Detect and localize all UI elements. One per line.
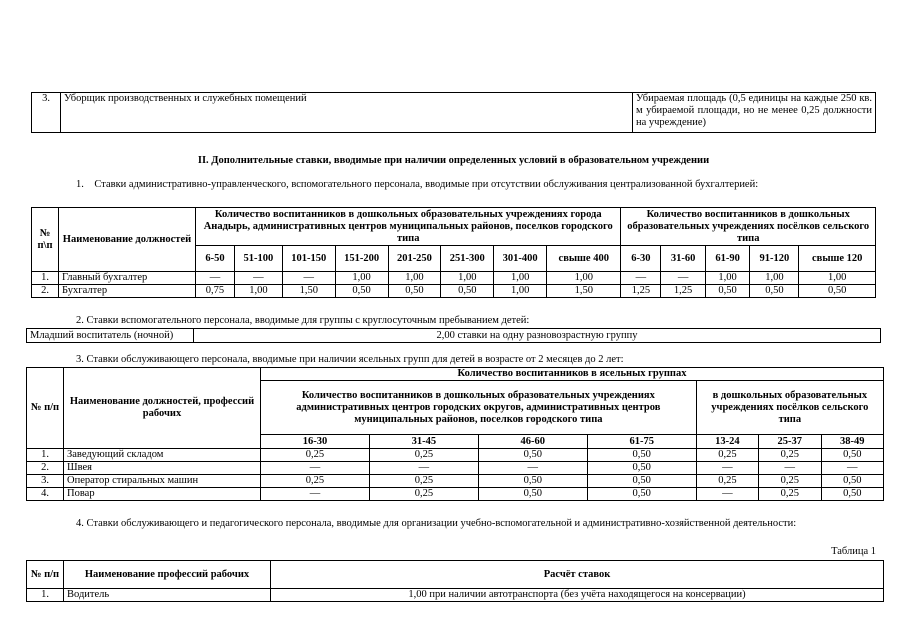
rate-value: 0,25	[261, 449, 370, 462]
rate-value: 0,25	[369, 475, 478, 488]
paragraph-3: 3. Ставки обслуживающего персонала, вводимые при наличии ясельных групп для детей в возрасте от 2 месяцев до 2 лет:	[76, 354, 624, 365]
rate-value: —	[261, 488, 370, 501]
rate-value: —	[661, 272, 706, 285]
rate-value: 0,50	[335, 285, 388, 298]
col-header-range: 101-150	[282, 246, 335, 272]
row-number: 2.	[32, 285, 59, 298]
rate-value: 0,75	[196, 285, 235, 298]
position-name: Уборщик производственных и служебных помещений	[61, 93, 633, 133]
rate-value: 0,50	[478, 475, 587, 488]
rate-value: 1,00	[547, 272, 621, 285]
position-name: Заведующий складом	[64, 449, 261, 462]
rate-value: 0,50	[705, 285, 750, 298]
rate-value: 1,00	[335, 272, 388, 285]
table-row	[27, 462, 884, 475]
col-header-range: 51-100	[234, 246, 282, 272]
col-header-range: 251-300	[441, 246, 494, 272]
rate-value: —	[478, 462, 587, 475]
rate-value: 0,50	[441, 285, 494, 298]
rate-value: —	[234, 272, 282, 285]
rate-value: 0,50	[799, 285, 876, 298]
rate-value: —	[759, 462, 821, 475]
table-row	[27, 488, 884, 501]
rate-value: 1,00	[750, 272, 799, 285]
col-header-num: № п/п	[27, 368, 64, 449]
rate-value: —	[696, 462, 758, 475]
rate-value: 1,00	[494, 285, 547, 298]
paragraph-1-text: Ставки административно-управленческого, вспомогательного персонала, вводимые при отсутствии обслуживания централизованной бухгалтерией:	[94, 179, 759, 190]
position-name: Младший воспитатель (ночной)	[27, 329, 194, 343]
col-header-range: свыше 120	[799, 246, 876, 272]
row-number: 1.	[32, 272, 59, 285]
rate-value: 1,50	[547, 285, 621, 298]
col-header-range: 31-60	[661, 246, 706, 272]
col-header-range: 61-90	[705, 246, 750, 272]
rate-value: 1,00	[799, 272, 876, 285]
col-header-range: 91-120	[750, 246, 799, 272]
rate-value: 1,25	[661, 285, 706, 298]
table-row	[27, 449, 884, 462]
row-number: 2.	[27, 462, 64, 475]
col-header-range: 31-45	[369, 435, 478, 449]
rate-value: 0,50	[388, 285, 441, 298]
section-title: II. Дополнительные ставки, вводимые при наличии определенных условий в образовательном учреждении	[197, 155, 710, 166]
col-header-range: 6-50	[196, 246, 235, 272]
row-number: 1.	[27, 449, 64, 462]
table-row	[27, 475, 884, 488]
rate-value: 0,25	[759, 475, 821, 488]
col-header-name: Наименование профессий рабочих	[64, 561, 271, 589]
rate-value: —	[196, 272, 235, 285]
rate-value: 0,50	[821, 449, 884, 462]
row-number: 3.	[32, 93, 61, 133]
position-name: Главный бухгалтер	[59, 272, 196, 285]
col-header-group-urban: Количество воспитанников в дошкольных образовательных учреждениях города Анадырь, административных центров муниципальных районов, поселков городского типа	[196, 208, 621, 246]
table-row	[32, 272, 876, 285]
rate-value: 1,00	[441, 272, 494, 285]
rate-value: 0,50	[587, 462, 696, 475]
col-header-range: 38-49	[821, 435, 884, 449]
position-name: Повар	[64, 488, 261, 501]
col-header-top: Количество воспитанников в ясельных группах	[261, 368, 884, 381]
col-header-range: 61-75	[587, 435, 696, 449]
col-header-range: 301-400	[494, 246, 547, 272]
position-name: Швея	[64, 462, 261, 475]
col-header-range: 151-200	[335, 246, 388, 272]
rate-value: 0,50	[478, 449, 587, 462]
accounting-rates-table	[31, 207, 876, 298]
col-header-range: 46-60	[478, 435, 587, 449]
paragraph-2: 2. Ставки вспомогательного персонала, вводимые для группы с круглосуточным пребыванием детей:	[76, 315, 530, 326]
rate-value: 1,25	[621, 285, 661, 298]
table-header-row	[32, 208, 876, 246]
rate-note: Убираемая площадь (0,5 единицы на каждые 250 кв. м убираемой площади, но не менее 0,25 должности на учреждение)	[633, 93, 876, 133]
table-header-row	[27, 368, 884, 381]
col-header-range: 13-24	[696, 435, 758, 449]
rate-value: 1,00	[234, 285, 282, 298]
rate-value: —	[282, 272, 335, 285]
rate-calculation: 1,00 при наличии автотранспорта (без учёта находящегося на консервации)	[271, 589, 884, 602]
rate-value: 0,50	[587, 488, 696, 501]
rate-value: 1,50	[282, 285, 335, 298]
col-header-range: 6-30	[621, 246, 661, 272]
table-header-row	[27, 561, 884, 589]
rate-value: 0,25	[261, 475, 370, 488]
row-number: 1.	[27, 589, 64, 602]
rate-value: 2,00 ставки на одну разновозрастную группу	[194, 329, 881, 343]
col-header-group-rural: в дошкольных образовательных учреждениях посёлков сельского типа	[696, 381, 883, 435]
rate-value: 0,50	[821, 488, 884, 501]
row-number: 3.	[27, 475, 64, 488]
col-header-name: Наименование должностей	[59, 208, 196, 272]
position-name: Оператор стиральных машин	[64, 475, 261, 488]
rate-value: —	[821, 462, 884, 475]
rate-value: 0,25	[369, 488, 478, 501]
rate-value: —	[621, 272, 661, 285]
workers-rates-table	[26, 560, 884, 602]
col-header-calc: Расчёт ставок	[271, 561, 884, 589]
table-row	[27, 589, 884, 602]
rate-value: 1,00	[705, 272, 750, 285]
rate-value: 0,25	[759, 488, 821, 501]
rate-value: 0,50	[821, 475, 884, 488]
rate-value: 0,25	[696, 449, 758, 462]
night-staff-table	[26, 328, 881, 343]
nursery-rates-table	[26, 367, 884, 501]
rate-value: 0,25	[369, 449, 478, 462]
col-header-range: 201-250	[388, 246, 441, 272]
col-header-group-rural: Количество воспитанников в дошкольных образовательных учреждениях посёлков сельского типа	[621, 208, 876, 246]
rate-value: 1,00	[494, 272, 547, 285]
col-header-num: № п\п	[32, 208, 59, 272]
table-row	[27, 329, 881, 343]
rate-value: 0,50	[750, 285, 799, 298]
table-row	[32, 93, 876, 133]
rate-value: 0,25	[759, 449, 821, 462]
row-number: 4.	[27, 488, 64, 501]
rate-value: 0,50	[587, 475, 696, 488]
paragraph-1	[31, 178, 876, 191]
paragraph-1-num: 1.	[76, 179, 84, 190]
top-table	[31, 92, 876, 133]
rate-value: —	[696, 488, 758, 501]
position-name: Бухгалтер	[59, 285, 196, 298]
table-row	[32, 285, 876, 298]
rate-value: —	[369, 462, 478, 475]
rate-value: 0,50	[478, 488, 587, 501]
rate-value: 1,00	[388, 272, 441, 285]
col-header-num: № п/п	[27, 561, 64, 589]
col-header-group-urban: Количество воспитанников в дошкольных образовательных учреждениях административных центров городских округов, административных центров муниципальных районов, поселков городского типа	[261, 381, 697, 435]
rate-value: 0,25	[696, 475, 758, 488]
rate-value: 0,50	[587, 449, 696, 462]
paragraph-4: 4. Ставки обслуживающего и педагогического персонала, вводимые для организации учебно-вспомогательной и административно-хозяйственной деятельности:	[76, 518, 797, 529]
col-header-range: свыше 400	[547, 246, 621, 272]
col-header-range: 25-37	[759, 435, 821, 449]
position-name: Водитель	[64, 589, 271, 602]
rate-value: —	[261, 462, 370, 475]
col-header-range: 16-30	[261, 435, 370, 449]
table-caption: Таблица 1	[831, 546, 876, 557]
col-header-name: Наименование должностей, профессий рабочих	[64, 368, 261, 449]
